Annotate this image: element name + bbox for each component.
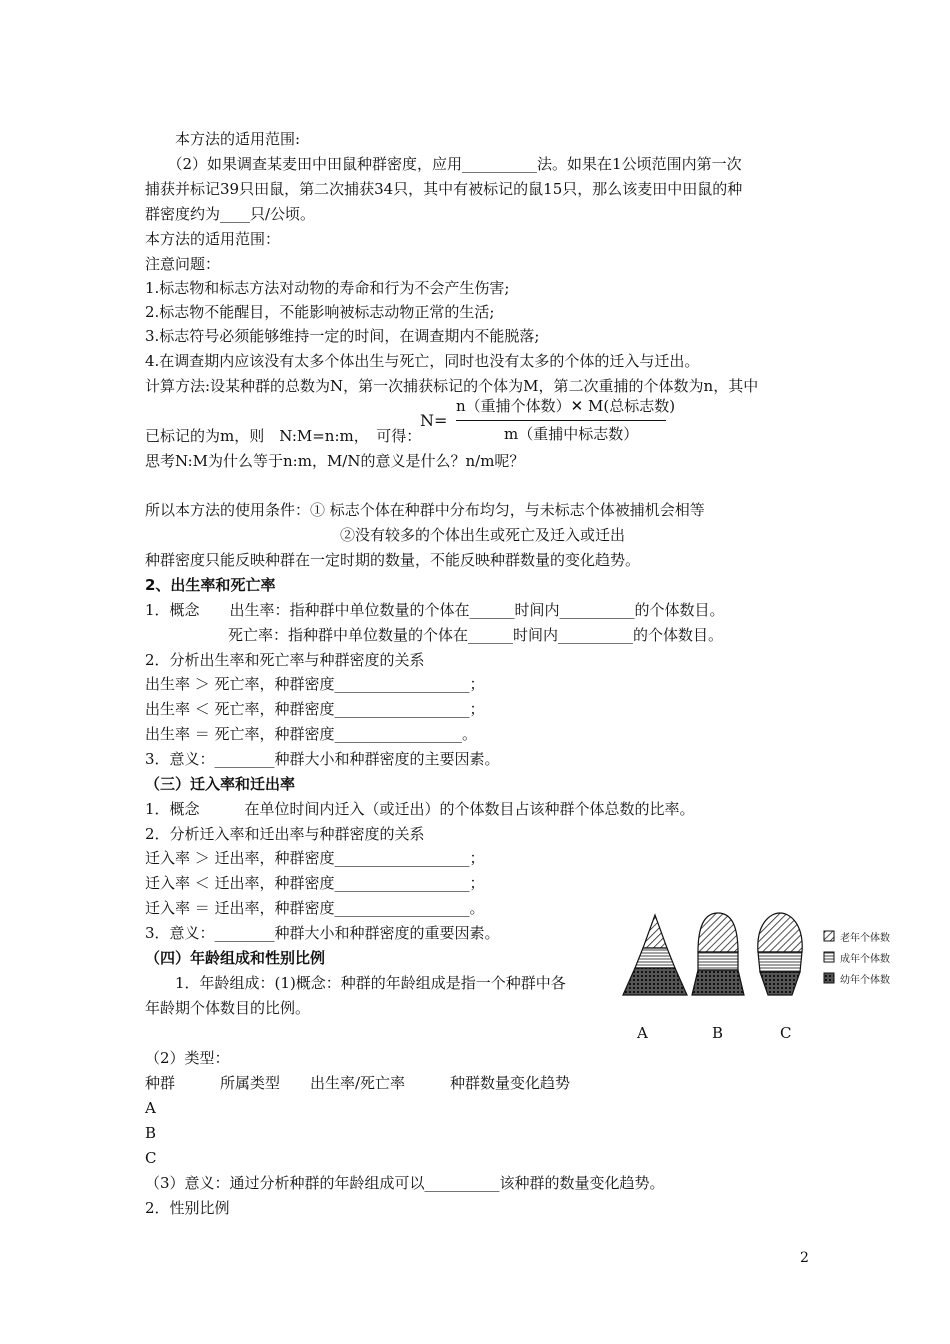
legend-label-old: 老年个体数 [840, 933, 890, 944]
text-line: 2.标志物不能醒目，不能影响被标志动物正常的生活; [145, 303, 495, 321]
legend-box-old [824, 931, 834, 941]
text-line: 2．分析迁入率和迁出率与种群密度的关系 [145, 825, 425, 843]
pyramid-a [623, 915, 687, 995]
text-line: 捕获并标记39只田鼠，第二次捕获34只，其中有被标记的鼠15只，那么该麦田中田鼠的种 [145, 180, 743, 198]
text-line: 注意问题： [145, 255, 221, 273]
text-line: 年龄期个体数目的比例。 [145, 999, 311, 1017]
pyramid-c [758, 913, 802, 995]
formula-lhs: N= [420, 411, 448, 430]
text-line: 2．分析出生率和死亡率与种群密度的关系 [145, 651, 425, 669]
text-line: 群密度约为____只/公顷。 [145, 205, 316, 223]
text-line: 迁入率 ＞ 迁出率，种群密度__________________； [145, 849, 485, 867]
section-heading: 2、出生率和死亡率 [145, 576, 276, 594]
figure-label-a: A [637, 1024, 648, 1042]
fraction-bar [456, 420, 666, 421]
text-line: 4.在调查期内应该没有太多个体出生与死亡，同时也没有太多的个体的迁入与迁出。 [145, 352, 700, 370]
text-line: 死亡率：指种群中单位数量的个体在______时间内__________的个体数目。 [228, 626, 724, 644]
text-line: 出生率 ＜ 死亡率，种群密度__________________； [145, 700, 485, 718]
text-line: 1.标志物和标志方法对动物的寿命和行为不会产生伤害; [145, 279, 510, 297]
text-line: 1．年龄组成：(1)概念：种群的年龄组成是指一个种群中各 [145, 974, 566, 992]
text-line: B [145, 1124, 157, 1142]
text-line: 迁入率 ＜ 迁出率，种群密度__________________； [145, 874, 485, 892]
legend-box-young [824, 973, 834, 983]
text-line: 思考N:M为什么等于n:m，M/N的意义是什么？n/m呢？ [145, 452, 525, 470]
text-line: 2．性别比例 [145, 1199, 230, 1217]
formula-numerator: n（重捕个体数）✕ M(总标志数) [456, 397, 676, 415]
text-line: （2）如果调查某麦田中田鼠种群密度，应用__________法。如果在1公顷范围内第一次 [145, 155, 742, 173]
section-heading: （三）迁入率和迁出率 [145, 775, 296, 793]
formula [420, 397, 676, 447]
text-line: C [145, 1149, 157, 1167]
text-line: 迁入率 ＝ 迁出率，种群密度__________________。 [145, 899, 485, 917]
text-line: 3．意义：________种群大小和种群密度的主要因素。 [145, 750, 500, 768]
text-line: （3）意义：通过分析种群的年龄组成可以__________该种群的数量变化趋势。 [145, 1174, 665, 1192]
page-number: 2 [800, 1250, 809, 1266]
legend-label-adult: 成年个体数 [840, 954, 890, 965]
text-line: ②没有较多的个体出生或死亡及迁入或迁出 [340, 526, 626, 544]
formula-denominator: m（重捕中标志数） [504, 425, 639, 443]
text-line: 所以本方法的使用条件：① 标志个体在种群中分布均匀，与未标志个体被捕机会相等 [145, 501, 705, 519]
text-line: 计算方法:设某种群的总数为N，第一次捕获标记的个体为M，第二次重捕的个体数为n，其中 [145, 377, 759, 395]
legend-box-adult [824, 952, 834, 962]
text-line: 3．意义：________种群大小和种群密度的重要因素。 [145, 924, 500, 942]
text-line: 1．概念 出生率：指种群中单位数量的个体在______时间内__________的个体数目。 [145, 601, 725, 619]
text-line: （2）类型： [145, 1049, 230, 1067]
figure-label-b: B [712, 1024, 724, 1042]
text-line: 本方法的适用范围: [145, 130, 301, 148]
text-line: 3.标志符号必须能够维持一定的时间，在调查期内不能脱落; [145, 327, 540, 345]
text-line: 出生率 ＞ 死亡率，种群密度__________________； [145, 675, 485, 693]
legend-label-young: 幼年个体数 [840, 975, 890, 986]
figure-label-c: C [780, 1024, 792, 1042]
text-line: 种群 所属类型 出生率/死亡率 种群数量变化趋势 [145, 1074, 571, 1092]
text-line: 本方法的适用范围： [145, 230, 281, 248]
pyramid-b [692, 913, 744, 995]
text-line: A [145, 1099, 156, 1117]
text-line: 1．概念 在单位时间内迁入（或迁出）的个体数目占该种群个体总数的比率。 [145, 800, 695, 818]
text-line: 种群密度只能反映种群在一定时期的数量，不能反映种群数量的变化趋势。 [145, 551, 641, 569]
section-heading: （四）年龄组成和性别比例 [145, 949, 326, 967]
text-line: 已标记的为m，则 N:M=n:m， 可得： [145, 427, 422, 445]
text-line: 出生率 ＝ 死亡率，种群密度_________________。 [145, 725, 478, 743]
